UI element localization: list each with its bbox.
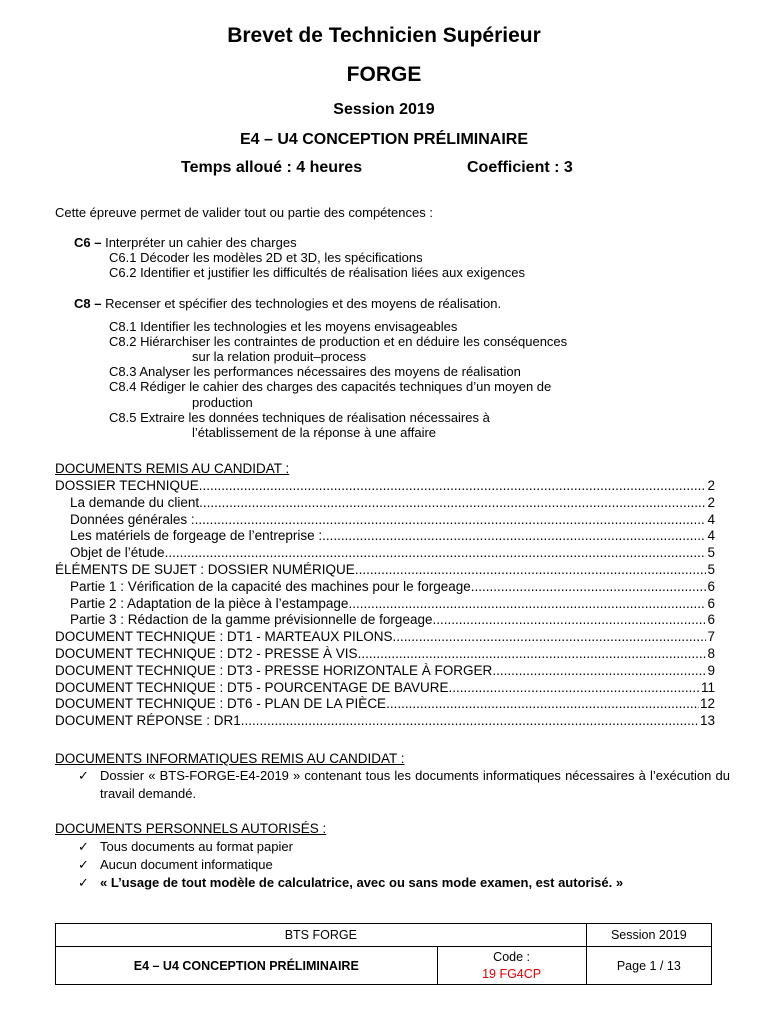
- competence-item: C8.5 Extraire les données techniques de réalisation nécessaires à: [109, 410, 490, 425]
- list-item-text: Tous documents au format papier: [100, 839, 293, 854]
- toc-entry: [55, 646, 715, 663]
- footer-table: [55, 923, 712, 985]
- list-item: [78, 838, 623, 856]
- toc-entry-label: Objet de l’étude: [70, 545, 165, 561]
- toc-entry-page: 2: [707, 478, 715, 493]
- competence-c8-label: Recenser et spécifier des technologies et des moyens de réalisation.: [101, 296, 502, 311]
- exam-title: E4 – U4 CONCEPTION PRÉLIMINAIRE: [239, 131, 529, 148]
- diploma-title: Brevet de Technicien Supérieur: [227, 24, 541, 47]
- toc-entry: [55, 713, 715, 730]
- table-of-contents: [55, 478, 715, 730]
- toc-entry: [55, 663, 715, 680]
- list-item-text: Dossier « BTS-FORGE-E4-2019 » contenant tous les documents informatiques nécessaires à l’exécution du travail demandé.: [100, 768, 730, 801]
- checkmark-icon: ✓: [78, 839, 89, 854]
- toc-entry-label: DOCUMENT TECHNIQUE : DT5 - POURCENTAGE DE BAVURE: [55, 679, 449, 695]
- toc-entry: [55, 495, 715, 512]
- list-item: [78, 856, 623, 874]
- competence-item: C6.2 Identifier et justifier les difficultés de réalisation liées aux exigences: [109, 265, 525, 280]
- toc-entry: [55, 696, 715, 713]
- toc-entry: [55, 629, 715, 646]
- list-item: [78, 767, 730, 803]
- toc-entry-label: Partie 2 : Adaptation de la pièce à l’estampage: [70, 595, 349, 611]
- it-documents-heading: DOCUMENTS INFORMATIQUES REMIS AU CANDIDAT :: [55, 751, 405, 766]
- footer-page: Page 1 / 13: [586, 947, 711, 985]
- time-allowed: Temps alloué : 4 heures: [181, 159, 363, 176]
- documents-heading: DOCUMENTS REMIS AU CANDIDAT :: [55, 461, 290, 476]
- toc-entry-label: ÉLÉMENTS DE SUJET : DOSSIER NUMÉRIQUE: [55, 561, 355, 577]
- toc-entry-label: DOCUMENT RÉPONSE : DR1: [55, 713, 241, 729]
- toc-entry-page: 8: [707, 645, 715, 661]
- competence-item: C8.4 Rédiger le cahier des charges des capacités techniques d’un moyen de: [109, 379, 552, 394]
- footer-code-cell: [437, 947, 586, 985]
- checkmark-icon: ✓: [78, 875, 89, 890]
- toc-entry-page: 6: [707, 612, 715, 628]
- checkmark-icon: ✓: [78, 857, 89, 872]
- toc-entry-page: 6: [707, 595, 715, 611]
- toc-entry-label: DOCUMENT TECHNIQUE : DT2 - PRESSE À VIS: [55, 645, 358, 661]
- toc-entry-page: 13: [699, 713, 715, 729]
- toc-entry-page: 11: [700, 679, 715, 695]
- toc-entry-label: DOCUMENT TECHNIQUE : DT1 - MARTEAUX PILONS: [55, 629, 393, 645]
- competence-c8-code: C8 –: [74, 296, 102, 311]
- toc-entry-label: DOCUMENT TECHNIQUE : DT3 - PRESSE HORIZONTALE À FORGER: [55, 662, 493, 678]
- competence-item: C8.2 Hiérarchiser les contraintes de production et en déduire les conséquences: [109, 334, 568, 349]
- toc-entry-label: Partie 3 : Rédaction de la gamme prévisionnelle de forgeage: [70, 612, 433, 628]
- toc-entry-page: 9: [707, 662, 715, 678]
- toc-entry-label: DOCUMENT TECHNIQUE : DT6 - PLAN DE LA PIÈCE: [55, 696, 387, 712]
- specialty-title: FORGE: [346, 63, 422, 86]
- toc-entry-label: Les matériels de forgeage de l’entreprise :: [70, 528, 323, 544]
- toc-entry: [55, 596, 715, 613]
- competence-c6: [74, 235, 297, 250]
- toc-entry-label: DOSSIER TECHNIQUE: [55, 478, 199, 493]
- competence-item-continued: sur la relation produit–process: [192, 349, 367, 364]
- toc-entry: [55, 612, 715, 629]
- toc-entry-page: 2: [707, 494, 715, 510]
- session-title: Session 2019: [333, 101, 435, 118]
- personal-documents-heading: DOCUMENTS PERSONNELS AUTORISÉS :: [55, 821, 327, 836]
- list-item: [78, 874, 623, 892]
- toc-entry-page: 12: [699, 696, 715, 712]
- toc-entry-page: 4: [707, 528, 715, 544]
- toc-entry: [55, 562, 715, 579]
- competence-c8: [74, 296, 501, 311]
- it-documents-list: [78, 767, 730, 803]
- toc-entry: [55, 478, 715, 495]
- intro-text: Cette épreuve permet de valider tout ou partie des compétences :: [55, 205, 433, 220]
- competence-item: C6.1 Décoder les modèles 2D et 3D, les spécifications: [109, 250, 423, 265]
- personal-documents-list: [78, 838, 623, 892]
- footer-program: BTS FORGE: [56, 924, 587, 947]
- toc-entry-page: 5: [707, 561, 715, 577]
- toc-entry-page: 7: [707, 629, 715, 645]
- footer-session: Session 2019: [586, 924, 711, 947]
- toc-entry-page: 4: [707, 511, 715, 527]
- competence-c6-code: C6 –: [74, 235, 102, 250]
- footer-code-value: 19 FG4CP: [482, 966, 542, 981]
- coefficient: Coefficient : 3: [467, 159, 573, 176]
- list-item-text: Aucun document informatique: [100, 857, 273, 872]
- toc-entry: [55, 528, 715, 545]
- footer-exam: E4 – U4 CONCEPTION PRÉLIMINAIRE: [56, 947, 438, 985]
- checkmark-icon: ✓: [78, 768, 89, 783]
- competence-c6-label: Interpréter un cahier des charges: [101, 235, 297, 250]
- footer-code-label: Code :: [493, 949, 531, 964]
- list-item-text: « L’usage de tout modèle de calculatrice, avec ou sans mode examen, est autorisé. »: [100, 875, 624, 890]
- competence-item: C8.1 Identifier les technologies et les moyens envisageables: [109, 319, 458, 334]
- toc-entry: [55, 579, 715, 596]
- toc-entry: [55, 545, 715, 562]
- toc-entry-page: 5: [707, 545, 715, 561]
- toc-entry: [55, 680, 715, 697]
- toc-entry-page: 6: [707, 578, 715, 594]
- competence-item-continued: l’établissement de la réponse à une affaire: [192, 425, 437, 440]
- competence-item-continued: production: [192, 395, 253, 410]
- competence-item: C8.3 Analyser les performances nécessaires des moyens de réalisation: [109, 364, 521, 379]
- toc-entry: [55, 512, 715, 529]
- toc-entry-label: Données générales :: [70, 511, 195, 527]
- toc-entry-label: Partie 1 : Vérification de la capacité des machines pour le forgeage: [70, 578, 471, 594]
- toc-entry-label: La demande du client: [70, 494, 200, 510]
